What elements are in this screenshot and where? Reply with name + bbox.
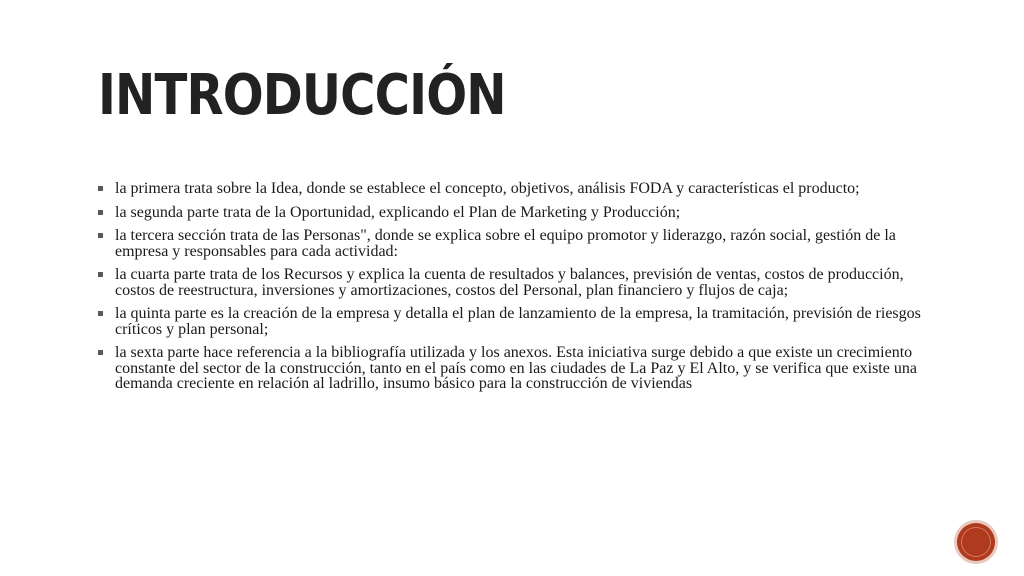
slide-title: INTRODUCCIÓN — [98, 63, 506, 128]
bullet-item-1 — [98, 181, 934, 197]
bullet-text-3: la tercera sección trata de las Personas", donde se explica sobre el equipo promotor y liderazgo, razón social, gestión de la empresa y responsables para cada actividad: — [115, 227, 896, 260]
bullet-square-icon — [98, 311, 103, 316]
bullet-text-6: la sexta parte hace referencia a la bibliografía utilizada y los anexos. Esta iniciativa surge debido a que existe un crecimiento constante del sector de la construcción, tanto en el país como en las ciudades de La Paz y El Alto, y se verifica que existe una demanda creciente en relación al ladrillo, insumo básico para la construcción de viviendas — [115, 344, 917, 392]
bullet-text-5: la quinta parte es la creación de la empresa y detalla el plan de lanzamiento de la empresa, la tramitación, previsión de riesgos críticos y plan personal; — [115, 305, 921, 338]
slide-number-badge-icon — [957, 523, 995, 561]
bullet-item-3 — [98, 228, 934, 259]
bullet-item-5 — [98, 306, 934, 337]
bullet-item-6 — [98, 345, 934, 392]
bullet-square-icon — [98, 233, 103, 238]
bullet-text-4: la cuarta parte trata de los Recursos y explica la cuenta de resultados y balances, previsión de ventas, costos de producción, costos de reestructura, inversiones y amortizaciones, costos del Personal, plan financiero y flujos de caja; — [115, 266, 904, 299]
bullet-square-icon — [98, 186, 103, 191]
bullet-text-1: la primera trata sobre la Idea, donde se establece el concepto, objetivos, análisis FODA y características el producto; — [115, 180, 860, 197]
bullet-item-4 — [98, 267, 934, 298]
bullet-square-icon — [98, 350, 103, 355]
bullet-square-icon — [98, 272, 103, 277]
bullet-list — [98, 181, 934, 400]
bullet-item-2 — [98, 205, 934, 221]
bullet-square-icon — [98, 210, 103, 215]
bullet-text-2: la segunda parte trata de la Oportunidad, explicando el Plan de Marketing y Producción; — [115, 203, 681, 221]
